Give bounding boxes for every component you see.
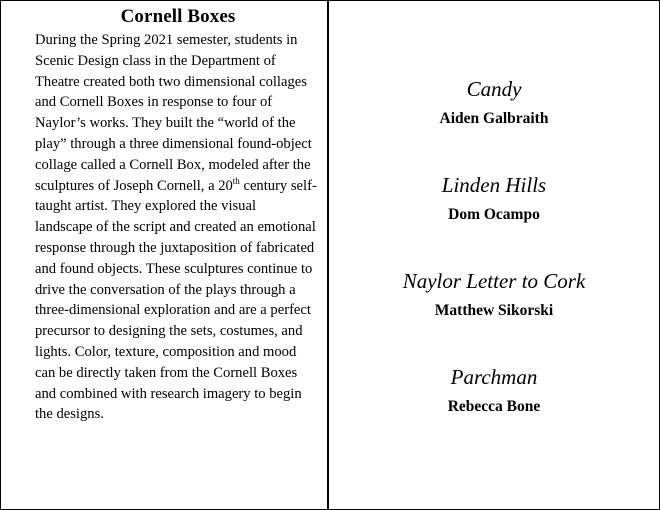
work-entry bbox=[329, 365, 659, 416]
work-title: Linden Hills bbox=[441, 173, 547, 197]
work-title: Parchman bbox=[450, 365, 538, 389]
paragraph-text-part-1: During the Spring 2021 semester, students in Scenic Design class in the Department of Theatre created both two dimensional collages and Cornell Boxes in response to four of Naylor’s works. They built the “world of the play” through a three dimensional found-object collage called a Cornell Box, modeled after the sculptures of Joseph Cornell, a 20 bbox=[35, 32, 312, 194]
work-entry bbox=[329, 77, 659, 128]
paragraph-text-part-2: century self-taught artist. They explored the visual landscape of the script and created an emotional response through the juxtaposition of fabricated and found objects. These sculptures continue to drive the conversation of the plays through a three-dimensional exploration and are a perfect precursor to designing the sets, costumes, and lights. Color, texture, composition and mood can be directly taken from the Cornell Boxes and combined with research imagery to begin the designs. bbox=[35, 177, 317, 423]
works-panel bbox=[329, 1, 659, 509]
work-entry bbox=[329, 269, 659, 320]
work-title: Naylor Letter to Cork bbox=[402, 269, 586, 293]
description-paragraph bbox=[35, 30, 317, 425]
work-author: Rebecca Bone bbox=[447, 398, 541, 415]
work-title: Candy bbox=[466, 77, 522, 101]
section-heading: Cornell Boxes bbox=[120, 6, 236, 27]
work-author: Aiden Galbraith bbox=[439, 110, 549, 127]
description-panel bbox=[1, 1, 329, 509]
work-author: Dom Ocampo bbox=[448, 206, 540, 223]
work-entry bbox=[329, 173, 659, 224]
work-author: Matthew Sikorski bbox=[434, 302, 554, 319]
ordinal-superscript: th bbox=[232, 175, 240, 186]
